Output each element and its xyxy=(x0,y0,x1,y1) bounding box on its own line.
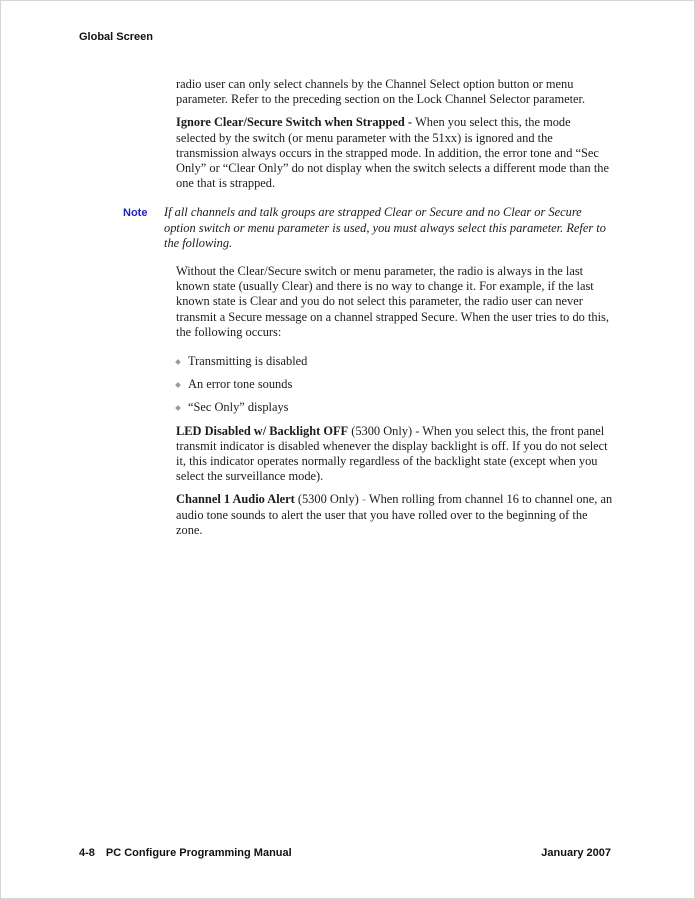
paragraph-ignore-clear-secure-text: When you select this, the mode selected by the switch (or menu parameter with the 51xx) is ignored and the transmission always occurs in the strapped mode. In addition, the error tone and “Sec Only” or “Clear Only” do not display when the switch selects a different mode than the one that is strapped. xyxy=(176,115,609,191)
pink-dash: - xyxy=(361,492,367,507)
diamond-bullet-icon xyxy=(175,382,181,388)
bullet-text: An error tone sounds xyxy=(188,377,293,392)
paragraph-channel1-text: When rolling from channel 16 to channel one, an audio tone sounds to alert the user that you have rolled over to the beginning of the zone. xyxy=(176,492,613,537)
paragraph-intro-text: radio user can only select channels by the Channel Select option button or menu parameter. Refer to the preceding section on the Lock Channel Selector parameter. xyxy=(176,77,586,107)
note-label: Note xyxy=(123,207,148,220)
paragraph-channel1-parenthetical: (5300 Only) xyxy=(294,492,362,507)
consequence-bullet-list xyxy=(176,354,613,416)
running-header: Global Screen xyxy=(79,31,153,43)
page-body xyxy=(123,77,613,546)
paragraph-channel1-audio-alert xyxy=(176,492,613,538)
note-block xyxy=(123,205,613,251)
param-name-ignore-clear-secure: Ignore Clear/Secure Switch when Strapped - xyxy=(176,115,416,130)
paragraph-without-switch xyxy=(176,264,613,340)
paragraph-ignore-clear-secure xyxy=(176,115,613,191)
manual-title: PC Configure Programming Manual xyxy=(105,847,292,859)
bullet-text: “Sec Only” displays xyxy=(188,400,289,415)
paragraph-led-disabled-text: (5300 Only) - When you select this, the front panel transmit indicator is disabled whenever the display backlight is off. If you do not select it, this indicator operates normally regardless of the backlight state (except when you select the surveillance mode). xyxy=(176,423,608,484)
bullet-text: Transmitting is disabled xyxy=(188,354,308,369)
paragraph-led-disabled xyxy=(176,424,613,485)
list-item xyxy=(176,377,613,392)
page-footer xyxy=(79,847,611,859)
param-name-led-disabled: LED Disabled w/ Backlight OFF xyxy=(176,423,349,438)
paragraph-without-switch-text: Without the Clear/Secure switch or menu parameter, the radio is always in the last known state (usually Clear) and there is no way to change it. For example, if the last known state is Clear and you do not select this parameter, the radio user can never transmit a Secure message on a channel strapped Secure. When the user tries to do this, the following occurs: xyxy=(176,264,609,339)
page-number: 4-8 xyxy=(79,847,95,859)
list-item xyxy=(176,354,613,369)
note-text: If all channels and talk groups are strapped Clear or Secure and no Clear or Secure option switch or menu parameter is used, you must always select this parameter. Refer to the following. xyxy=(164,205,606,250)
diamond-bullet-icon xyxy=(175,405,181,411)
paragraph-intro-continuation xyxy=(176,77,613,107)
footer-left xyxy=(79,847,292,859)
footer-date: January 2007 xyxy=(541,847,611,859)
list-item xyxy=(176,400,613,415)
param-name-channel1-audio-alert: Channel 1 Audio Alert xyxy=(176,492,295,507)
diamond-bullet-icon xyxy=(175,359,181,365)
